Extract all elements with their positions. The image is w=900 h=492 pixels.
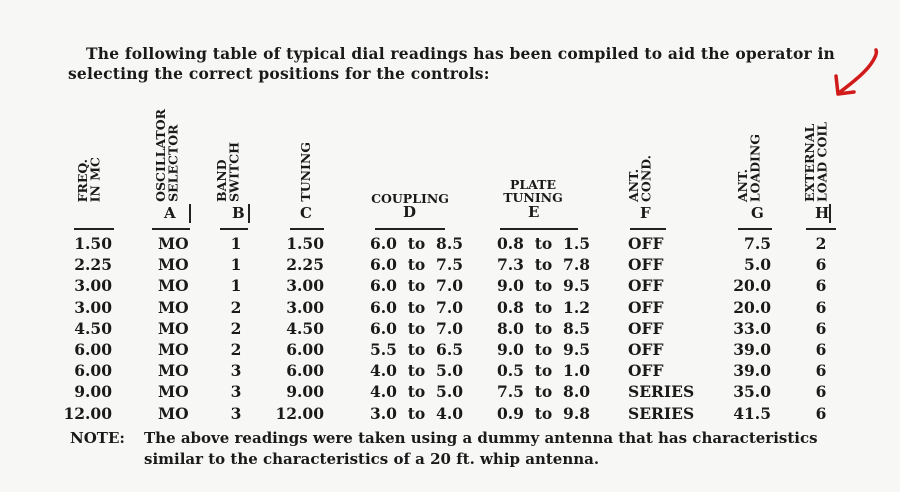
- note-line-2: similar to the characteristics of a 20 ft. whip antenna.: [144, 450, 600, 468]
- intro-paragraph: [68, 44, 848, 84]
- cell-antload: 7.5: [744, 234, 771, 253]
- rule-tuning: [290, 228, 324, 230]
- header-coupling: COUPLING: [371, 191, 449, 206]
- cell-band: 3: [230, 403, 242, 423]
- cell-tuning: 1.50: [286, 234, 324, 253]
- cell-tuning: 3.00: [286, 276, 324, 296]
- cell-antcond: OFF: [628, 234, 664, 253]
- cell-band: 1: [230, 276, 242, 296]
- cell-plate: 0.8 to 1.5: [497, 234, 591, 253]
- cell-coupling: 6.0 to 7.0: [370, 276, 464, 296]
- cell-plate: 7.3 to 7.8: [497, 255, 591, 275]
- cell-osc: MO: [158, 403, 189, 423]
- header-freq-label: FREQ. IN MC: [75, 156, 103, 202]
- rule-after-osc: [189, 204, 191, 223]
- cell-plate: 0.5 to 1.0: [497, 361, 591, 381]
- cell-antcond: OFF: [628, 255, 664, 275]
- cell-band: 1: [230, 234, 242, 253]
- cell-freq: 1.50: [74, 234, 112, 253]
- red-arrow-icon: [828, 46, 884, 102]
- note-label: NOTE:: [70, 429, 125, 447]
- cell-ext: 6: [815, 403, 827, 423]
- rule-external: [806, 228, 836, 230]
- cell-plate: 7.5 to 8.0: [497, 382, 591, 402]
- cell-ext: 6: [815, 318, 827, 338]
- header-tuning: [300, 140, 315, 202]
- cell-osc: MO: [158, 382, 189, 402]
- header-tuning-letter: C: [300, 204, 312, 222]
- cell-freq: 3.00: [74, 297, 112, 317]
- cell-freq: 9.00: [74, 382, 112, 402]
- cell-freq: 12.00: [63, 403, 112, 423]
- cell-osc: MO: [158, 276, 189, 296]
- cell-osc: MO: [158, 318, 189, 338]
- header-band-label: BAND SWITCH: [214, 142, 242, 202]
- cell-ext: 6: [815, 340, 827, 359]
- header-plate-letter: E: [528, 203, 540, 221]
- cell-antcond: OFF: [628, 340, 664, 359]
- header-oscillator-letter: A: [164, 204, 176, 222]
- rule-after-ext: [829, 204, 831, 223]
- cell-tuning: 6.00: [286, 340, 324, 359]
- cell-coupling: 6.0 to 7.0: [370, 318, 464, 338]
- header-band-letter: B: [232, 204, 245, 222]
- cell-antload: 41.5: [733, 403, 771, 423]
- header-oscillator: [155, 100, 185, 202]
- cell-freq: 2.25: [74, 255, 112, 275]
- header-ant-cond-label: ANT. COND.: [626, 154, 654, 202]
- cell-antcond: SERIES: [628, 382, 695, 402]
- cell-tuning: 6.00: [286, 361, 324, 381]
- cell-antcond: OFF: [628, 276, 664, 296]
- cell-ext: 6: [815, 255, 827, 275]
- cell-ext: 6: [815, 276, 827, 296]
- cell-ext: 6: [815, 382, 827, 402]
- rule-coupling: [375, 228, 445, 230]
- cell-ext: 6: [815, 297, 827, 317]
- header-external-label: EXTERNAL LOAD COIL: [802, 121, 830, 202]
- header-coupling-letter: D: [403, 203, 417, 221]
- cell-coupling: 6.0 to 7.0: [370, 297, 464, 317]
- cell-antload: 20.0: [733, 276, 771, 296]
- cell-antcond: OFF: [628, 361, 664, 381]
- cell-freq: 6.00: [74, 361, 112, 381]
- cell-antcond: OFF: [628, 297, 664, 317]
- cell-antcond: SERIES: [628, 403, 695, 423]
- cell-band: 1: [230, 255, 242, 275]
- cell-freq: 6.00: [74, 340, 112, 359]
- cell-coupling: 4.0 to 5.0: [370, 382, 464, 402]
- header-ant-loading: [737, 130, 767, 202]
- cell-ext: 2: [815, 234, 827, 253]
- header-tuning-label: TUNING: [298, 142, 313, 202]
- cell-coupling: 4.0 to 5.0: [370, 361, 464, 381]
- rule-after-band: [248, 204, 250, 223]
- header-ant-cond: [628, 150, 658, 202]
- cell-plate: 9.0 to 9.5: [497, 276, 591, 296]
- cell-freq: 4.50: [74, 318, 112, 338]
- rule-band: [220, 228, 248, 230]
- cell-tuning: 3.00: [286, 297, 324, 317]
- cell-tuning: 4.50: [286, 318, 324, 338]
- rule-ant-cond: [630, 228, 666, 230]
- cell-band: 2: [230, 318, 242, 338]
- cell-antload: 5.0: [744, 255, 771, 275]
- cell-band: 2: [230, 340, 242, 359]
- cell-ext: 6: [815, 361, 827, 381]
- intro-line-1: The following table of typical dial readings has been compiled to aid the operator in: [86, 44, 836, 63]
- cell-antload: 33.0: [733, 318, 771, 338]
- header-external-letter: H: [815, 204, 830, 222]
- cell-plate: 0.9 to 9.8: [497, 403, 591, 423]
- cell-antcond: OFF: [628, 318, 664, 338]
- cell-osc: MO: [158, 361, 189, 381]
- header-band: [216, 140, 246, 202]
- cell-tuning: 2.25: [286, 255, 324, 275]
- cell-osc: MO: [158, 340, 189, 359]
- cell-osc: MO: [158, 297, 189, 317]
- header-plate: PLATE TUNING: [503, 177, 563, 205]
- cell-coupling: 5.5 to 6.5: [370, 340, 464, 359]
- header-ant-loading-letter: G: [751, 204, 764, 222]
- cell-coupling: 6.0 to 7.5: [370, 255, 464, 275]
- rule-plate: [500, 228, 578, 230]
- cell-plate: 9.0 to 9.5: [497, 340, 591, 359]
- cell-plate: 0.8 to 1.2: [497, 297, 591, 317]
- header-ant-cond-letter: F: [640, 204, 651, 222]
- intro-line-2: selecting the correct positions for the controls:: [68, 64, 490, 83]
- cell-tuning: 12.00: [275, 403, 324, 423]
- header-external: [804, 110, 834, 202]
- header-oscillator-label: OSCILLATOR SELECTOR: [153, 109, 181, 202]
- cell-tuning: 9.00: [286, 382, 324, 402]
- cell-osc: MO: [158, 234, 189, 253]
- cell-band: 3: [230, 361, 242, 381]
- cell-coupling: 6.0 to 8.5: [370, 234, 464, 253]
- cell-band: 3: [230, 382, 242, 402]
- rule-freq: [74, 228, 114, 230]
- cell-antload: 35.0: [733, 382, 771, 402]
- rule-osc: [152, 228, 190, 230]
- note-line-1: The above readings were taken using a dummy antenna that has characteristics: [144, 429, 818, 447]
- cell-antload: 20.0: [733, 297, 771, 317]
- header-freq: [77, 140, 107, 202]
- cell-osc: MO: [158, 255, 189, 275]
- cell-freq: 3.00: [74, 276, 112, 296]
- rule-ant-loading: [738, 228, 772, 230]
- cell-antload: 39.0: [733, 340, 771, 359]
- header-ant-loading-label: ANT. LOADING: [735, 133, 763, 202]
- cell-antload: 39.0: [733, 361, 771, 381]
- cell-band: 2: [230, 297, 242, 317]
- cell-plate: 8.0 to 8.5: [497, 318, 591, 338]
- cell-coupling: 3.0 to 4.0: [370, 403, 464, 423]
